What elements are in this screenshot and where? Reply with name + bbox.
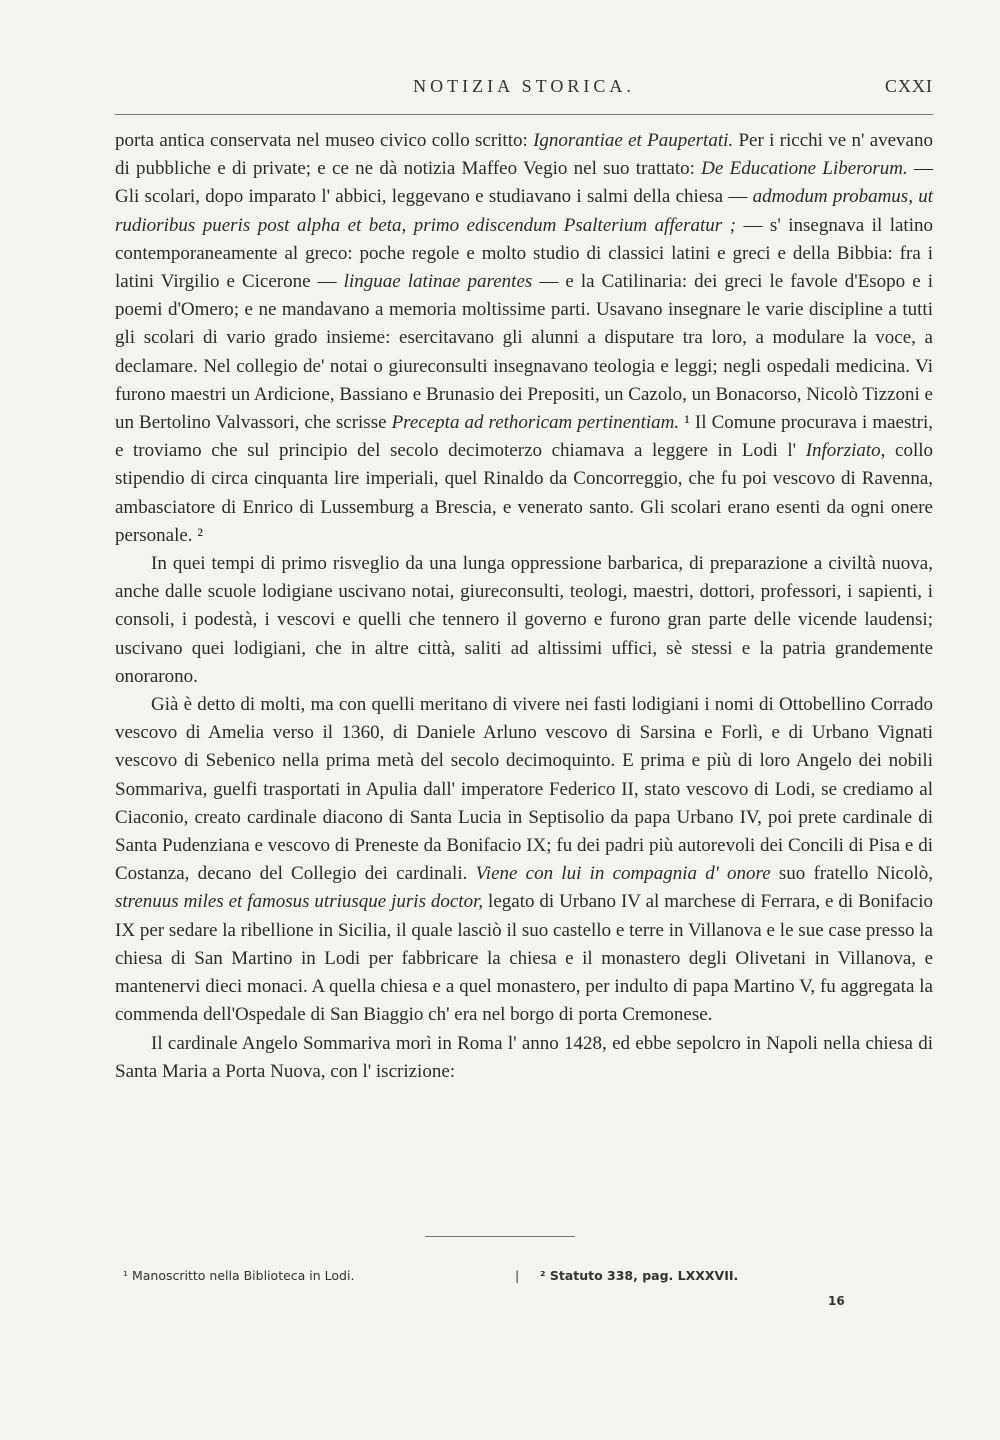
italic-text: Viene con lui in compagnia d' onore [475,863,771,885]
running-header [115,76,933,104]
text-run: legato di Urbano IV al marchese di Ferrara, e di Bonifacio IX per sedare la ribellione in Sicilia, il quale lasciò il suo castello e terre in Villanova e le sue case presso la chiesa di San Martino in Lodi per fabbricare la chiesa e il monastero degli Olivetani in Villanova, e mantenervi dieci monaci. A quella chiesa e a quel monastero, per indulto di papa Martino V, fu aggregata la commenda dell'Ospedale di San Biaggio ch' era nel borgo di porta Cremonese. [115,891,933,1026]
italic-text: linguae latinae parentes [343,271,533,293]
text-run: — e la Catilinaria: dei greci le favole d'Esopo e i poemi d'Omero; e ne mandavano a memoria moltissime parti. Usavano insegnare le varie discipline a tutti gli scolari di vario grado insieme: esercitavano gli alunni a disputare tra loro, a modulare la voce, a declamare. Nel collegio de' notai o giureconsulti insegnavano teologia e leggi; negli ospedali medicina. Vi furono maestri un Ardicione, Bassiano e Brunasio dei Prepositi, un Cazolo, un Bonacorso, Nicolò Tizzoni e un Bertolino Valvassori, che scrisse [115,271,933,434]
paragraph [115,691,933,1029]
italic-text: Inforziato [805,440,881,462]
page-number: CXXI [885,76,933,96]
text-run: Già è detto di molti, ma con quelli meritano di vivere nei fasti lodigiani i nomi di Ottobellino Corrado vescovo di Amelia verso il 1360, di Daniele Arluno vescovo di Sarsina e Forlì, e di Urbano Vignati vescovo di Sebenico nella prima metà del secolo decimoquinto. E prima e più di loro Angelo dei nobili Sommariva, guelfi trasportati in Apulia dall' imperatore Federico II, stato vescovo di Lodi, se crediamo al Ciaconio, creato cardinale diacono di Santa Lucia in Septisolio da papa Urbano IV, poi prete cardinale di Santa Pudenziana e vescovo di Preneste da Bonifacio IX; fu dei padri più autorevoli dei Concili di Pisa e di Costanza, decano del Collegio dei cardinali. [115,694,933,885]
italic-text: Ignorantiae et Paupertati. [533,130,734,151]
paragraph [115,1030,933,1086]
italic-text: strenuus miles et famosus utriusque juris doctor, [115,891,484,913]
text-run: — s' insegnava il latino contemporaneamente al greco: poche regole e molto studio di classici latini e greci e della Bibbia: fra i latini Virgilio e Cicerone — [115,214,933,293]
paragraph [115,550,933,691]
text-run: suo fratello Nicolò, [770,863,934,885]
footnote-separator: | [515,1268,520,1283]
footnote-2: ² Statuto 338, pag. LXXXVII. [540,1268,739,1283]
body-text [115,127,933,1086]
italic-text: admodum probamus, ut rudioribus pueris post alpha et beta, primo ediscendum Psalterium afferatur ; [115,186,934,236]
text-run: ¹ Il Comune procurava i maestri, e troviamo che sul principio del secolo decimoterzo chiamava a leggere in Lodi l' [115,412,934,462]
sheet-signature: 16 [828,1294,845,1308]
header-rule [115,114,933,115]
footnote-1: ¹ Manoscritto nella Biblioteca in Lodi. [123,1268,355,1283]
text-run: porta antica conservata nel museo civico collo scritto: [115,130,534,151]
text-run: In quei tempi di primo risveglio da una lunga oppressione barbarica, di preparazione a civiltà nuova, anche dalle scuole lodigiane uscivano notai, giureconsulti, teologi, maestri, dottori, professori, i sapienti, i consoli, i podestà, i vescovi e quelli che tennero il governo e furono gran parte delle vicende laudensi; uscivano quei lodigiani, che in altre città, saliti ad altissimi uffici, sè stessi e la patria grandemente onorarono. [115,553,933,687]
paragraph [115,127,933,550]
text-run: — Gli scolari, dopo imparato l' abbici, leggevano e studiavano i salmi della chiesa — [115,158,933,208]
text-run: , collo stipendio di circa cinquanta lire imperiali, quel Rinaldo da Concorreggio, che fu poi vescovo di Ravenna, ambasciatore di Enrico di Lussemburg a Brescia, e venerato santo. Gli scolari erano esenti da ogni onere personale. ² [115,440,933,546]
footnotes [115,1268,933,1290]
running-title: NOTIZIA STORICA. [413,76,635,96]
text-run: Il cardinale Angelo Sommariva morì in Roma l' anno 1428, ed ebbe sepolcro in Napoli nella chiesa di Santa Maria a Porta Nuova, con l' iscrizione: [115,1032,933,1082]
text-run: Per i ricchi ve n' avevano di pubbliche e di private; e ce ne dà notizia Maffeo Vegio nel suo trattato: [115,130,933,180]
footnote-rule [425,1236,575,1237]
italic-text: Precepta ad rethoricam pertinentiam. [391,412,680,434]
italic-text: De Educatione Liberorum. [701,158,908,180]
